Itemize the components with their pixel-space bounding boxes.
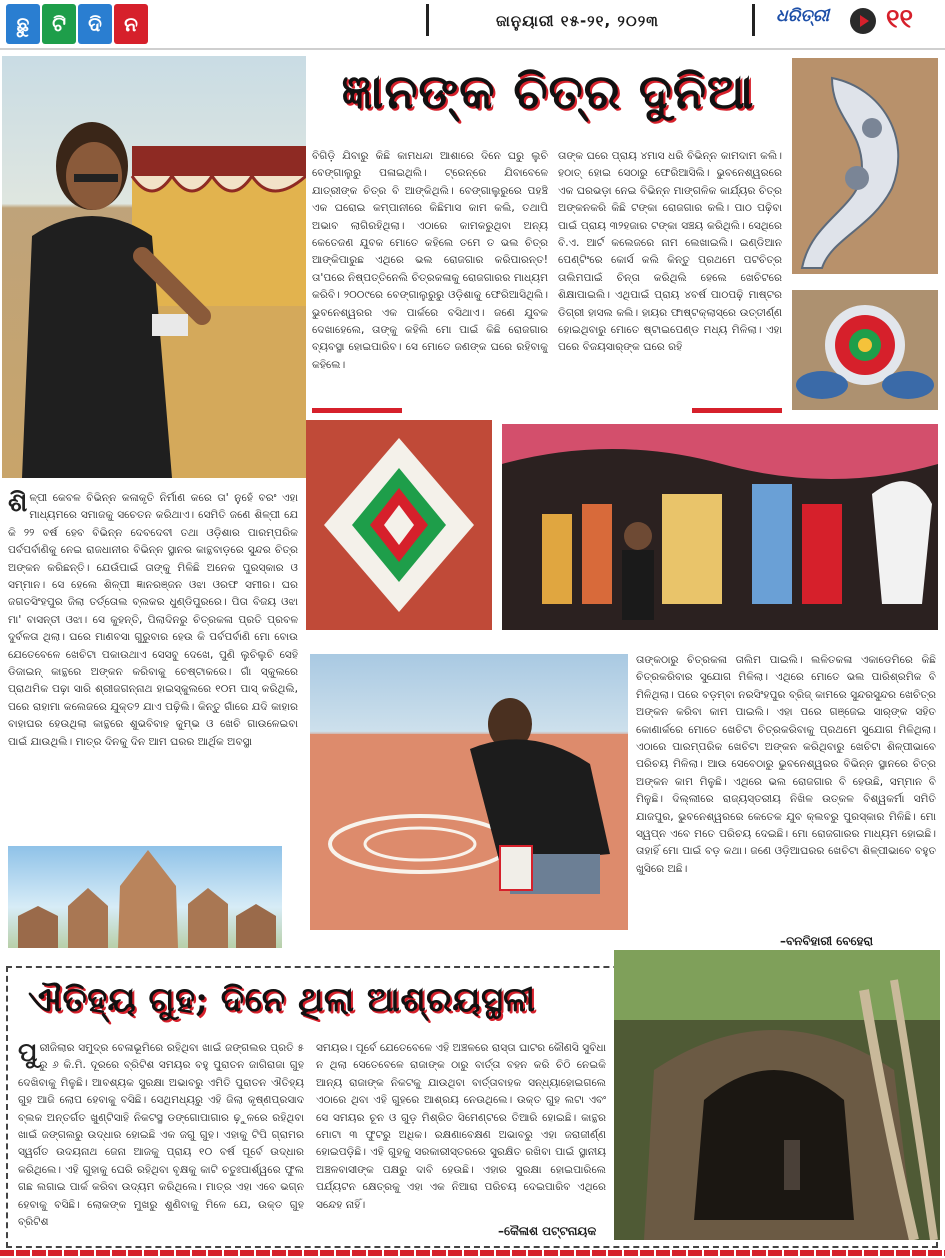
article-column [18, 1040, 304, 1240]
issue-date: ଜାନୁୟାରୀ ୧୫-୨୧, ୨୦୨୩ [496, 12, 659, 30]
story-headline: ଐତିହ୍ୟ ଗୁହ; ଦିନେ ଥିଲା ଆଶ୍ରୟସ୍ଥଳୀ [28, 980, 536, 1020]
story-headline: ଜ୍ଞାନଙ୍କ ଚିତ୍ର ଦୁନିଆ [341, 64, 755, 120]
article-column [8, 490, 298, 826]
rangoli-art-photo [306, 420, 492, 630]
mandala-art-photo [792, 290, 938, 410]
rangoli-illustration [306, 420, 492, 630]
article-column: ବିଗିଡ଼ି ଯିବାରୁ କିଛି କାମଧନ୍ଦା ଆଶାରେ ଦିନେ ଘରୁ ଲୁଚି ବେଙ୍ଗାଲୁରୁ ପଳାଇଥିଲି। ଟ୍ରେନ୍‌ରେ ଯିବାବେଳେ ଯାତ୍ରୀଙ୍କ ଚିତ୍ର ବି ଆଙ୍କିଥିଲି। ବେଙ୍ଗାଲୁରୁରେ ପହଞ୍ଚି ଏକ ଘରୋଇ କମ୍ପାନୀରେ କିଛିମାସ କାମ କଲି, ତଥାପି ଅଭାବ ଲାଗିରହିଥିଲା। ଏଠାରେ କାମକରୁଥିବା ଅନ୍ୟ କେତେଜଣ ଯୁବକ ମୋତେ କହିଲେ ତମେ ତ ଭଲ ଚିତ୍ର ଆଙ୍କିପାରୁଛ ଏଥିରେ ଭଲ ରୋଜଗାର କରିପାରନ୍ତ! ତା'ପରେ ନିଷ୍ପତ୍ତିନେଲି ଚିତ୍ରକଳାକୁ ରୋଜଗାରର ମାଧ୍ୟମ କରିବି। ୨୦୦୯ରେ ବେଙ୍ଗାଲୁରୁରୁ ଓଡ଼ିଶାକୁ ଫେରିଆସିଥିଲି। ଭୁବନେଶ୍ୱରର ଏକ ପାର୍କରେ ବସିଥାଏ। ଜଣେ ଯୁବକ ଦେଖାହେଲେ, ତାଙ୍କୁ କହିଲି ମୋ ପାଇଁ କିଛି ରୋଜଗାର ବ୍ୟବସ୍ଥା ହୋଇପାରିବ। ସେ ମୋତେ ଜଣଙ୍କ ଘରେ ରହିବାକୁ କହିଲେ। [312, 150, 548, 371]
section-title-tile: ଛୁ [6, 4, 40, 44]
section-title-tile: ନ [114, 4, 148, 44]
byline: –ବନବିହାରୀ ବେହେରା [780, 934, 874, 948]
page-number: ୧୧ [886, 4, 914, 34]
divider [426, 4, 429, 36]
section-title-tile: ଟି [42, 4, 76, 44]
byline: –କୈଳାଶ ପଟ୍ଟନାୟକ [498, 1224, 597, 1238]
section-title-tile: ଦି [78, 4, 112, 44]
article-text: ଳ୍ପୀ କେବଳ ବିଭିନ୍ନ କଳାକୃତି ନିର୍ମାଣ କରେ ତା' ନୁହେଁ ବରଂ ଏହା ମାଧ୍ୟମରେ ସମାଜକୁ ସଚେତନ କରିଥାଏ। ସେମିତି ଜଣେ ଶିଳ୍ପୀ ଯେ କି ୨୨ ବର୍ଷ ହେବ ବିଭିନ୍ନ ଦେବଦେବୀ ତଥା ଓଡ଼ିଶାର ପାରମ୍ପରିକ ପର୍ବପର୍ବାଣିକୁ ନେଇ ରାଜଧାନୀର ବିଭିନ୍ନ ସ୍ଥାନର କାନ୍ଥବାଡ଼ରେ ସୁନ୍ଦର ଚିତ୍ର ଅଙ୍କନ କରିଛନ୍ତି। ଯେଉଁପାଇଁ ତାଙ୍କୁ ମିଳିଛି ଅନେକ ପୁରସ୍କାର ଓ ସମ୍ମାନ। ସେ ହେଲେ ଶିଳ୍ପୀ ଜ୍ଞାନରଞ୍ଜନ ଓଝା ଓରଫ ସମୀର। ଘର ଜଗତସିଂହପୁର ଜିଲା ତର୍ତ୍ତୋଲ ବ୍ଲକର ଧୁଣ୍ଡିପୁରରେ। ପିତା ବିଜୟ ଓଝା ମା' ବାସନ୍ତୀ ଓଝା। ସେ କୁହନ୍ତି, ପିଲାଦିନରୁ ଚିତ୍ରକଳା ପ୍ରତି ପ୍ରବଳ ଦୁର୍ବଳତା ଥିଲା। ଘରେ ମାଣବସା ଗୁରୁବାର ହେଉ କି ପର୍ବପର୍ବାଣି ମୋ ବୋଉ ଯେତେବେଳେ ଖେଚିଟା ପକାଉଥାଏ ସେସବୁ ଦେଖେ, ପୁଣି ଲୁଚିଲୁଚି ସେହି ଡିଜାଇନ୍ କାନ୍ଥରେ ଅଙ୍କନ କରିବାକୁ ଚେଷ୍ଟାକରେ। ଗାଁ ସ୍କୁଲରେ ପ୍ରାଥମିକ ପଢ଼ା ସାରି ଶ୍ରୀଜଗନ୍ନାଥ ହାଇସ୍କୁଲରେ ୧୦ମ ପାସ୍ କରିଥିଲି, ପରେ ରାହାମା କଲେଜରେ ଯୁକ୍ତ୨ ଯାଏ ପଢ଼ିଲି। କିନ୍ତୁ ଗାଁରେ ଯଦି କାହାର ବାହାଘର ହେଉଥିଲା କାନ୍ଥରେ ଶୁଭବିବାହ କୁମ୍ଭ ଓ ଖେଚି ଗାଉଳେଇବା ପାଇଁ ଯାଉଥିଲି। ମାତ୍ର ଦିନକୁ ଦିନ ଆମ ଘରର ଆର୍ଥିକ ଅବସ୍ଥା [8, 492, 298, 748]
mandala-illustration [792, 290, 938, 410]
artist-painting-wall-photo [2, 56, 306, 478]
accent-rule [692, 408, 782, 413]
mural-painting-photo [502, 424, 938, 630]
page-footer-rule [0, 1250, 945, 1256]
floor-art-illustration [310, 654, 628, 930]
section-title [6, 4, 148, 44]
article-column: ତାଙ୍କଠାରୁ ଚିତ୍ରକଳା ତାଲିମ ପାଇଲି। ଲଳିତକଳା ଏକାଡେମିରେ କିଛି ଚିତ୍ରକରିବାର ସୁଯୋଗ ମିଳିଲା। ଏଥିରେ ମୋତେ ଭଲ ପାରିଶ୍ରମିକ ବି ମିଳିଥିଲା। ପରେ ବଡ଼ମ୍ବା ନରସିଂହପୁର ବ୍ରିଜ୍ କାମରେ ସୁନ୍ଦରସୁନ୍ଦର ଖେଚିତ୍ର ଅଙ୍କନ କରିବା କାମ ପାଇଲି। ଏହା ପରେ ଗଞ୍ଜେଇ ସାର୍‌ଙ୍କ ସହିତ କୋଣାର୍କରେ ମୋତେ ଖେଚିଟା ଚିତ୍ରକରିବାକୁ ପ୍ରଥମେ ସୁଯୋଗ ମିଳିଥିଲା। ଏଠାରେ ପାରମ୍ପରିକ ଖେଚିଟା ଅଙ୍କନ କରିଥିବାରୁ ଖେଚିଟା ଶିଳ୍ପୀଭାବେ ପରିଚୟ ମିଳିଲା। ଆଉ ସେବେଠାରୁ ଭୁବନେଶ୍ୱରର ବିଭିନ୍ନ ସ୍ଥାନରେ ଚିତ୍ର ଅଙ୍କନ କାମ ମିଳୁଛି। ଏଥିରେ ଭଲ ରୋଜଗାର ବି ହେଉଛି, ସମ୍ମାନ ବି ମିଳୁଛି। ଦିଲ୍ଲୀରେ ରାଜ୍ୟସ୍ତରୀୟ ନିଖିଳ ଉତ୍କଳ ବିଶ୍ୱକର୍ମା ସମିତି ଯାଜପୁର, ଭୁବନେଶ୍ୱରରେ କେତେକ ଯୁବ କ୍ଲବରୁ ପୁରସ୍କାର ମିଳିଛି। ମୋ ସ୍ୱପ୍ନ ଏବେ ମତେ ପରିଚୟ ଦେଇଛି। ମୋ ରୋଜଗାରର ମାଧ୍ୟମ ହୋଇଛି। ତାହାହିଁ ମୋ ପାଇଁ ବଡ଼ କଥା। ଜଣେ ଓଡ଼ିଆଘରର ଖେଚିଟା ଶିଳ୍ପୀଭାବେ ବହୁତ ଖୁସିରେ ଅଛି। [636, 654, 936, 875]
article-column: ତାଙ୍କ ଘରେ ପ୍ରାୟ ୪ମାସ ଧରି ବିଭିନ୍ନ କାମଦାମ କଲି। ହଠାତ୍ ହୋଇ ସେଠାରୁ ଫେରିଆସିଲି। ଭୁବନେଶ୍ୱରରେ ଏକ ଘରଭଡ଼ା ନେଇ ବିଭିନ୍ନ ମାଙ୍ଗଳିକ କାର୍ଯ୍ୟର ଚିତ୍ର ଅଙ୍କନକରି କିଛି ଟଙ୍କା ରୋଜଗାର କଲି। ପାଠ ପଢ଼ିବା ପାଇଁ ପ୍ରାୟ ୩୨ହଜାର ଟଙ୍କା ସଞ୍ଚୟ କରିଥିଲି। ସେଥିରେ ବି.ଏ. ଆର୍ଟ କଲେଜରେ ନାମ ଲେଖାଇଲି। ଇଣ୍ଡିଆନ ପେଣ୍ଟିଂରେ କୋର୍ସ କଲି କିନ୍ତୁ ପ୍ରଥମେ ପଟଚିତ୍ର ତାଲିମପାଇଁ ଚିନ୍ତା କରିଥିଲି ହେଲେ ଖେଚିଟରେ ଶିକ୍ଷାପାଇଲି। ଏଥିପାଇଁ ପ୍ରାୟ ୪ବର୍ଷ ପାଠପଢ଼ି ମାଷ୍ଟର ଡିଗ୍ରୀ ହାସଲ କଲି। ହାୟର ଫାଷ୍ଟକ୍ଲାସ୍‌ରେ ଉତ୍ତୀର୍ଣ୍ଣ ହୋଇଥିବାରୁ ମୋତେ ଷ୍ଟାଇପେଣ୍ଡ ମଧ୍ୟ ମିଳିଲା। ଏହା ପରେ ବିଜୟସାର୍‌ଙ୍କ ଘରେ ରହି [558, 150, 782, 354]
article-column: ସମୟର। ପୂର୍ବେ ଯେତେବେଳେ ଏହି ଅଞ୍ଚଳରେ ରାସ୍ତା ଘାଟର କୌଣସି ସୁବିଧା ନ ଥିଲା ସେତେବେଳେ ରାଜାଙ୍କ ଠାରୁ ବାର୍ତ୍ତା ବହନ କରି ଚିଠି ନେଇକି ଆନ୍ୟ ରାଜାଙ୍କ ନିକଟକୁ ଯାଉଥିବା ବାର୍ତ୍ତାବାହକ ସନ୍ଧ୍ୟାହୋଇଗଲେ ଏଠାରେ ଥିବା ଏହି ଗୁହରେ ଆଶ୍ରୟ ନେଉଥିଲେ। ଉକ୍ତ ଗୁହ ଲଟା ଏବଂ ସେ ସମୟର ଚୂନ ଓ ଗୁଡ଼ ମିଶ୍ରିତ ସିମେଣ୍ଟରେ ତିଆରି ହୋଇଛି। କାନ୍ଥର ମୋଟା ୩ ଫୁଟରୁ ଅଧିକ। ରକ୍ଷଣାବେକ୍ଷଣ ଅଭାବରୁ ଏହା ଜରାଜୀର୍ଣ୍ଣ ହୋଇପଡ଼ିଛି। ଏହି ଗୁହକୁ ସରକାରୀସ୍ତରରେ ସୁରକ୍ଷିତ ରଖିବା ପାଇଁ ସ୍ଥାନୀୟ ଅଞ୍ଚଳବାସୀଙ୍କ ପକ୍ଷରୁ ଦାବି ହେଉଛି। ଏହାର ସୁରକ୍ଷା ହୋଇପାରିଲେ ପର୍ଯ୍ୟଟନ କ୍ଷେତ୍ରକୁ ଏହା ଏକ ନିଆରା ପରିଚୟ ଦେଇପାରିବ ଏଥିରେ ସନ୍ଦେହ ନାହିଁ। [316, 1042, 606, 1211]
artist-illustration [2, 56, 306, 478]
cave-photo [614, 950, 940, 1240]
accent-rule [312, 408, 402, 413]
wall-art-illustration [792, 58, 938, 274]
drop-cap: ପୁ [18, 1040, 38, 1068]
temple-illustration [8, 846, 282, 948]
cave-illustration [614, 950, 940, 1240]
newspaper-logo: ଧରିତ୍ରୀ [776, 6, 830, 26]
article-text: ରୀଜିଲାର ସମୁଦ୍ର ବେଳାଭୂମିରେ ରହିଥିବା ଖାଇଁ ଜଙ୍ଗଲର ପ୍ରତି ୫ ରୁ ୬ କି.ମି. ଦୂରରେ ବ୍ରିଟିଶ ସମୟର ବହୁ ପୁରାତନ ଜାଗିରାଜା ଗୁହ ଦେଖିବାକୁ ମିଳୁଛି। ଆବଶ୍ୟକ ସୁରକ୍ଷା ଅଭାବରୁ ଏମିତି ପୁରାତନ ଐତିହ୍ୟ ଗୁହ ଆଜି ଲୋପ ହେବାକୁ ବସିଛି। ସେଥିମଧ୍ୟରୁ ଏହି ଜିଲା କୃଷ୍ଣପ୍ରସାଦ ବ୍ଲକ ଅନ୍ତର୍ଗତ ଖୁଣ୍ଟିସାହି ନିକଟସ୍ଥ ଡଙ୍ଗୋପାଗାର ଢ଼ୁଳରେ ରହିଥିବା ଖାଇଁ ଜଙ୍ଗଲରୁ ଉଦ୍ଧାର ହୋଇଛି ଏକ ଜଗୁ ଗୁହ। ଏହାକୁ ଟିପି ଗ୍ରାମର ସ୍ୱର୍ଗତ ଉଦୟନାଥ ଜେନା ଆଜକୁ ପ୍ରାୟ ୧୦ ବର୍ଷ ପୂର୍ବେ ଉଦ୍ଧାର କରିଥିଲେ। ଏହି ଗୁହାକୁ ଘେରି ରହିଥିବା ବୃକ୍ଷକୁ କାଟି ଚତୁଃପାର୍ଶ୍ୱରେ ଫୁଲ ଗଛ ଲଗାଇ ପାର୍କ କରିବା ଉଦ୍ୟମ କରିଥିଲେ। ମାତ୍ର ଏହା ଏବେ ଭଗ୍ନ ହେବାକୁ ବସିଛି। ଲୋକଙ୍କ ମୁଖରୁ ଶୁଣିବାକୁ ମିଳେ ଯେ, ଉକ୍ତ ଗୁହ ବ୍ରିଟିଶ [18, 1042, 304, 1229]
play-icon [850, 8, 876, 34]
artist-drawing-floor-photo [310, 654, 628, 930]
wall-art-photo [792, 58, 938, 274]
divider [752, 4, 755, 36]
temple-drawing [8, 846, 282, 948]
drop-cap: ଶି [8, 490, 28, 518]
mural-illustration [502, 424, 938, 630]
